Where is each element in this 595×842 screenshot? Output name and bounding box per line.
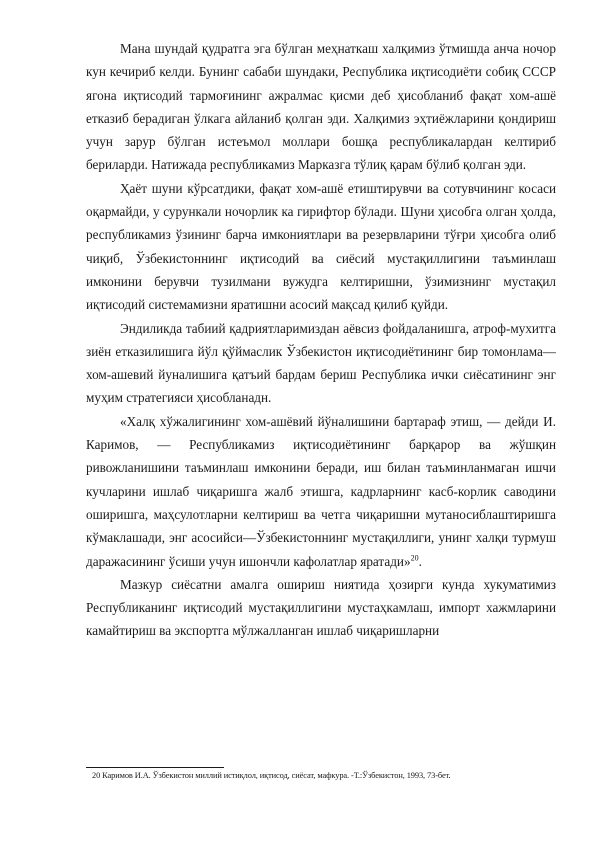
quote-text: «Халқ хўжалигининг хом-ашёвий йўналишини бартараф этиш, — дейди И. Каримов, — Республикамиз иқтисодиётининг барқарор ва жўшқин ривожланишини таъминлаш имконини беради, иш билан таъминланмаган ишчи кучларини ишлаб чиқаришга жалб этишга, кадрларнинг касб-корлик саводини оширишга, маҳсулотларни келтириш ва четга чиқаришни мутаносиблаштиришга кўмаклашади, энг асосийси—Ўзбекистоннинг мустақиллиги, унинг халқи турмуш даражасининг ўсиши учун ишончли кафолатлар яратади» bbox=[86, 413, 556, 569]
paragraph-5: Мазкур сиёсатни амалга ошириш ниятида ҳозирги кунда хукуматимиз Республиканинг иқтисодий мустақиллигини мустаҳкамлаш, импорт хажмларини камайтириш ва экспортга мўлжалланган ишлаб чиқаришларни bbox=[86, 576, 556, 639]
document-body bbox=[86, 37, 556, 643]
paragraph-1: Мана шундай қудратга эга бўлган меҳнаткаш халқимиз ўтмишда анча ночор кун кечириб келди. Бунинг сабаби шундаки, Республика иқтисодиёти собиқ СССР ягона иқтисодий тармоғининг ажралмас қисми деб ҳисобланиб фақат хом-ашё етказиб берадиган ўлкага айланиб қолган эди. Халқимиз эҳтиёжларини қондириш учун зарур бўлган истеъмол моллари бошқа республикалардан келтириб бериларди. Натижада республикамиз Марказга тўлиқ қарам бўлиб қолган эди. bbox=[86, 41, 556, 173]
paragraph-3: Эндиликда табиий қадриятларимиздан аёвсиз фойдаланишга, атроф-мухитга зиён етказилишига йўл қўймаслик Ўзбекистон иқтисодиётининг бир томонлама— хом-ашевий йуналишига қатъий бардам бериш Республика ички сиёсатининг энг муҳим стратегияси ҳисобланадн. bbox=[86, 320, 556, 406]
paragraph-2: Ҳаёт шуни кўрсатдики, фақат хом-ашё етиштирувчи ва сотувчининг косаси оқармайди, у сурункали ночорлик ка гирифтор бўлади. Шуни ҳисобга олган ҳолда, республикамиз ўзининг барча имкониятлари ва резервларини тўғри ҳисобга олиб чиқиб, Ўзбекистоннинг иқтисодий ва сиёсий мустақиллигини таъминлаш имконини берувчи тузилмани вужудга келтиришни, ўзимизнинг мустақил иқтисодий системамизни яратишни асосий мақсад қилиб қуйди. bbox=[86, 180, 556, 313]
paragraph-4-quote: «Халқ хўжалигининг хом-ашёвий йўналишини бартараф этиш, — дейди И. Каримов, — Республикамиз иқтисодиётининг барқарор ва жўшқин ривожланишини таъминлаш имконини беради, иш билан таъминланмаган ишчи кучларини ишлаб чиқаришга жалб этишга, кадрларнинг касб-корлик саводини оширишга, маҳсулотларни келтириш ва четга чиқаришни мутаносиблаштиришга кўмаклашади, энг асосийси—Ўзбекистоннинг мустақиллиги, унинг халқи турмуш даражасининг ўсиши учун ишончли кафолатлар яратади»$^{20}$. bbox=[86, 413, 556, 569]
footnote-reference[interactable]: 20 bbox=[410, 553, 419, 563]
footnote-divider bbox=[86, 767, 224, 768]
footnote: 20 Каримов И.А. Ўзбекистон миллий истиқлол, иқтисод, сиёсат, мафкура. -Т.:Ўзбекистон, 1993, 73-бет. bbox=[92, 771, 451, 780]
